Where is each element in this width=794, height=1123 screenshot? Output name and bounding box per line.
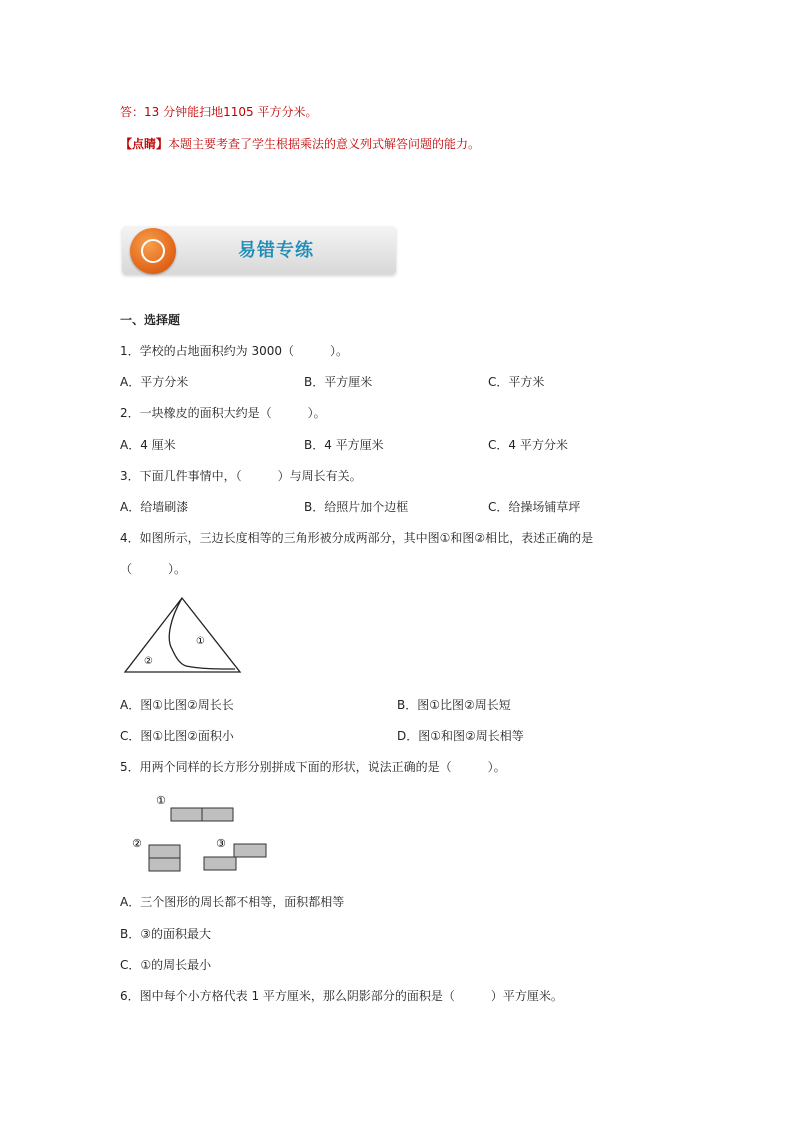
dividing-curve (169, 598, 235, 669)
triangle-outline (125, 598, 240, 672)
shape-label-1: ① (156, 794, 166, 807)
question-4-option-b[interactable]: B．图①比图②周长短 (397, 698, 511, 712)
stopwatch-icon (130, 228, 176, 274)
rectangles-figure (128, 790, 273, 874)
question-3-stem: 3．下面几件事情中，（ ）与周长有关。 (120, 469, 362, 483)
shape-label-3: ③ (216, 837, 226, 850)
figure-label-1: ① (196, 636, 205, 647)
question-1-option-a[interactable]: A．平方分米 (120, 375, 189, 389)
figure-label-2: ② (144, 656, 153, 667)
question-4-stem: 4．如图所示，三边长度相等的三角形被分成两部分，其中图①和图②相比，表述正确的是 (120, 531, 594, 545)
question-6-stem: 6．图中每个小方格代表 1 平方厘米，那么阴影部分的面积是（ ）平方厘米。 (120, 989, 563, 1003)
triangle-figure (120, 594, 246, 676)
question-2-stem: 2．一块橡皮的面积大约是（ ）。 (120, 406, 326, 420)
question-2-option-b[interactable]: B．4 平方厘米 (304, 438, 384, 452)
question-5-option-c[interactable]: C．①的周长最小 (120, 958, 212, 972)
question-1-option-c[interactable]: C．平方米 (488, 375, 545, 389)
note-line (120, 136, 480, 152)
question-4-option-c[interactable]: C．图①比图②面积小 (120, 729, 234, 743)
banner-title: 易错专练 (238, 240, 314, 261)
question-1-stem: 1．学校的占地面积约为 3000（ ）。 (120, 344, 348, 358)
question-4-stem-cont: （ ）。 (120, 562, 187, 576)
question-3-option-c[interactable]: C．给操场铺草坪 (488, 500, 581, 514)
question-2-option-c[interactable]: C．4 平方分米 (488, 438, 568, 452)
note-tag: 【点睛】 (120, 137, 169, 151)
question-1-option-b[interactable]: B．平方厘米 (304, 375, 373, 389)
question-2-option-a[interactable]: A．4 厘米 (120, 438, 176, 452)
question-5-option-b[interactable]: B．③的面积最大 (120, 927, 211, 941)
section-title: 一、选择题 (120, 313, 181, 327)
section-banner (122, 226, 396, 274)
question-4-option-a[interactable]: A．图①比图②周长长 (120, 698, 234, 712)
answer-line: 答：13 分钟能扫地1105 平方分米。 (120, 105, 318, 119)
note-text: 本题主要考查了学生根据乘法的意义列式解答问题的能力。 (168, 137, 481, 151)
question-3-option-a[interactable]: A．给墙刷漆 (120, 500, 189, 514)
question-5-option-a[interactable]: A．三个图形的周长都不相等，面积都相等 (120, 895, 345, 909)
question-5-stem: 5．用两个同样的长方形分别拼成下面的形状，说法正确的是（ ）。 (120, 760, 506, 774)
shape-label-2: ② (132, 837, 142, 850)
question-3-option-b[interactable]: B．给照片加个边框 (304, 500, 409, 514)
question-4-option-d[interactable]: D．图①和图②周长相等 (397, 729, 524, 743)
